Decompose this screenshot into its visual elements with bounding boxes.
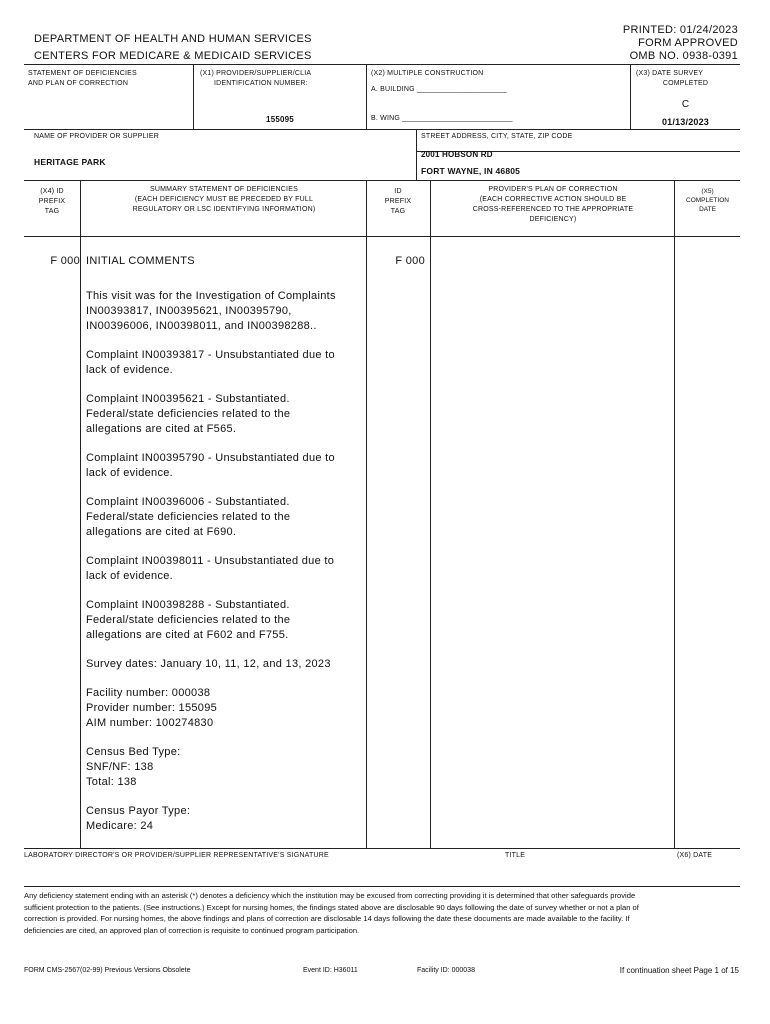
disclaimer-text: Any deficiency statement ending with an asterisk (*) denotes a deficiency which the institution may be excused from correcting providing it is determined that other safeguards provide sufficient protection to the patients. (See instructions.) Except for nursing homes, the findings stated above are disclosable 90 days following the date of survey whether or not a plan of correction is provided. For nursing homes, the above findings and plans of correction are disclosable 14 days following the date these documents are made available to the facility. If deficiencies are cited, an approved plan of correction is requisite to continued program participation. xyxy=(24,891,639,935)
statement-label-2: AND PLAN OF CORRECTION xyxy=(28,80,129,87)
divider-x2 xyxy=(366,64,367,129)
col-divider-plan xyxy=(674,180,675,848)
rule-top-box-bottom xyxy=(24,129,740,130)
department-name: DEPARTMENT OF HEALTH AND HUMAN SERVICES xyxy=(34,33,312,45)
x1-label-1: (X1) PROVIDER/SUPPLIER/CLIA xyxy=(200,70,312,77)
id-header-1: ID xyxy=(394,188,402,195)
summary-header-1: SUMMARY STATEMENT OF DEFICIENCIES xyxy=(150,186,298,193)
summary-header-3: REGULATORY OR LSC IDENTIFYING INFORMATION) xyxy=(132,206,316,213)
x5-header-2: COMPLETION xyxy=(686,197,729,204)
provider-id-number: 155095 xyxy=(266,115,294,124)
paragraph: Census Payor Type: Medicare: 24 xyxy=(86,805,191,832)
paragraph: Complaint IN00398288 - Substantiated. Federal/state deficiencies related to the allegations are cited at F602 and F755. xyxy=(86,599,291,641)
plan-header-3: CROSS-REFERENCED TO THE APPROPRIATE xyxy=(472,206,634,213)
left-tag xyxy=(24,254,80,269)
x4-header-2: PREFIX xyxy=(38,198,66,205)
facility-id: Facility ID: 000038 xyxy=(417,967,475,974)
rule-provider-bottom xyxy=(24,180,740,181)
x3-label-2: COMPLETED xyxy=(662,80,709,87)
top-rule xyxy=(24,64,740,65)
statement-label-1: STATEMENT OF DEFICIENCIES xyxy=(28,70,137,77)
event-id: Event ID: H36011 xyxy=(303,967,358,974)
city-state-zip: FORT WAYNE, IN 46805 xyxy=(421,166,521,176)
rule-signature-bottom xyxy=(24,886,740,887)
col-divider-id xyxy=(430,180,431,848)
building-field: A. BUILDING ______________________ xyxy=(371,86,508,93)
right-tag: F 000 xyxy=(395,255,425,267)
plan-header-2: (EACH CORRECTIVE ACTION SHOULD BE xyxy=(479,196,627,203)
provider-name: HERITAGE PARK xyxy=(34,157,106,167)
omb-number: OMB NO. 0938-0391 xyxy=(629,50,738,62)
paragraph: Complaint IN00398011 - Unsubstantiated due to lack of evidence. xyxy=(86,555,335,582)
summary-header-2: (EACH DEFICIENCY MUST BE PRECEDED BY FULL xyxy=(134,196,314,203)
paragraph: Complaint IN00396006 - Substantiated. Federal/state deficiencies related to the allegations are cited at F690. xyxy=(86,496,291,538)
x1-label-2: IDENTIFICATION NUMBER: xyxy=(214,80,308,87)
provider-name-label: NAME OF PROVIDER OR SUPPLIER xyxy=(34,133,160,140)
rule-body-bottom xyxy=(24,848,740,849)
wing-field: B. WING ___________________________ xyxy=(371,115,513,122)
x2-label: (X2) MULTIPLE CONSTRUCTION xyxy=(371,70,484,77)
left-tag-text: F 000 xyxy=(50,255,80,267)
entry-heading: INITIAL COMMENTS xyxy=(86,255,195,267)
paragraph: Survey dates: January 10, 11, 12, and 13, 2023 xyxy=(86,658,331,670)
paragraph: Census Bed Type: SNF/NF: 138 Total: 138 xyxy=(86,746,181,788)
survey-completed-date: 01/13/2023 xyxy=(661,117,710,127)
x4-header-3: TAG xyxy=(44,208,60,215)
plan-header-4: DEFICIENCY) xyxy=(529,216,577,223)
col-divider-tag xyxy=(80,180,81,848)
survey-code: C xyxy=(681,99,690,110)
agency-name: CENTERS FOR MEDICARE & MEDICAID SERVICES xyxy=(34,50,312,62)
entry-text xyxy=(86,289,364,848)
paragraph: Complaint IN00393817 - Unsubstantiated due to lack of evidence. xyxy=(86,349,335,376)
divider-address xyxy=(416,129,417,180)
col-divider-summary xyxy=(366,180,367,848)
paragraph: Complaint IN00395790 - Unsubstantiated due to lack of evidence. xyxy=(86,452,335,479)
title-label: TITLE xyxy=(505,852,526,859)
x5-header-1: (X5) xyxy=(701,188,714,195)
form-number: FORM CMS-2567(02-99) Previous Versions Obsolete xyxy=(24,967,191,974)
address-label: STREET ADDRESS, CITY, STATE, ZIP CODE xyxy=(421,133,573,140)
form-approved: FORM APPROVED xyxy=(638,37,738,49)
x5-header-3: DATE xyxy=(699,206,716,213)
id-header-2: PREFIX xyxy=(384,198,412,205)
id-header-3: TAG xyxy=(390,208,406,215)
x4-header-1: (X4) ID xyxy=(40,188,64,195)
printed-date: PRINTED: 01/24/2023 xyxy=(622,24,738,36)
page-indicator: If continuation sheet Page 1 of 15 xyxy=(619,966,739,975)
rule-column-header-bottom xyxy=(24,236,740,237)
paragraph: This visit was for the Investigation of Complaints IN00393817, IN00395621, IN00395790, IN00396006, IN00398011, and IN00398288.. xyxy=(86,290,336,332)
x3-label-1: (X3) DATE SURVEY xyxy=(636,70,704,77)
signature-label: LABORATORY DIRECTOR'S OR PROVIDER/SUPPLIER REPRESENTATIVE'S SIGNATURE xyxy=(24,852,329,859)
street-address: 2001 HOBSON RD xyxy=(421,150,493,159)
date-label: (X6) DATE xyxy=(677,852,713,859)
paragraph: Complaint IN00395621 - Substantiated. Federal/state deficiencies related to the allegations are cited at F565. xyxy=(86,393,291,435)
paragraph: Facility number: 000038 Provider number: 155095 AIM number: 100274830 xyxy=(86,687,218,729)
plan-header-1: PROVIDER'S PLAN OF CORRECTION xyxy=(488,186,618,193)
